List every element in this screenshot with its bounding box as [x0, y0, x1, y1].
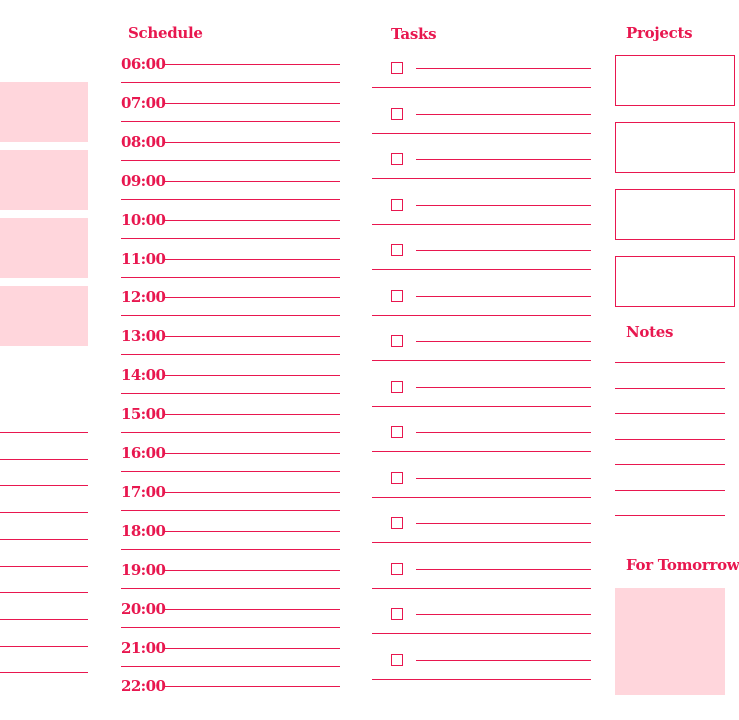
schedule-divider: [121, 238, 340, 239]
schedule-time: 17:00: [121, 482, 166, 501]
task-line[interactable]: [416, 250, 591, 251]
task-line[interactable]: [416, 114, 591, 115]
schedule-title: Schedule: [128, 24, 203, 42]
task-divider: [372, 87, 591, 88]
schedule-slot-line[interactable]: [164, 570, 340, 571]
task-divider: [372, 679, 591, 680]
schedule-time: 22:00: [121, 677, 166, 696]
task-line[interactable]: [416, 159, 591, 160]
schedule-divider: [121, 666, 340, 667]
project-box[interactable]: [615, 122, 735, 173]
schedule-divider: [121, 160, 340, 161]
task-checkbox[interactable]: [391, 654, 403, 666]
schedule-slot-line[interactable]: [164, 492, 340, 493]
task-divider: [372, 133, 591, 134]
task-divider: [372, 360, 591, 361]
task-divider: [372, 269, 591, 270]
schedule-divider: [121, 471, 340, 472]
task-divider: [372, 542, 591, 543]
task-divider: [372, 588, 591, 589]
task-checkbox[interactable]: [391, 153, 403, 165]
task-divider: [372, 497, 591, 498]
schedule-slot-line[interactable]: [164, 375, 340, 376]
schedule-slot-line[interactable]: [164, 531, 340, 532]
schedule-time: 06:00: [121, 55, 166, 73]
task-checkbox[interactable]: [391, 472, 403, 484]
schedule-slot-line[interactable]: [164, 297, 340, 298]
left-box: [0, 82, 88, 142]
left-line: [0, 566, 88, 567]
schedule-slot-line[interactable]: [164, 686, 340, 687]
task-line[interactable]: [416, 569, 591, 570]
notes-line[interactable]: [615, 439, 725, 440]
notes-line[interactable]: [615, 413, 725, 414]
notes-line[interactable]: [615, 490, 725, 491]
schedule-time: 09:00: [121, 171, 166, 190]
schedule-divider: [121, 354, 340, 355]
task-line[interactable]: [416, 296, 591, 297]
schedule-divider: [121, 588, 340, 589]
task-checkbox[interactable]: [391, 290, 403, 302]
task-line[interactable]: [416, 387, 591, 388]
schedule-slot-line[interactable]: [164, 414, 340, 415]
tomorrow-box[interactable]: [615, 588, 725, 695]
task-checkbox[interactable]: [391, 62, 403, 74]
left-line: [0, 619, 88, 620]
schedule-divider: [121, 315, 340, 316]
schedule-slot-line[interactable]: [164, 609, 340, 610]
schedule-slot-line[interactable]: [164, 220, 340, 221]
schedule-divider: [121, 627, 340, 628]
schedule-slot-line[interactable]: [164, 259, 340, 260]
schedule-time: 20:00: [121, 599, 166, 618]
project-box[interactable]: [615, 189, 735, 240]
left-line: [0, 485, 88, 486]
schedule-divider: [121, 432, 340, 433]
task-checkbox[interactable]: [391, 608, 403, 620]
task-line[interactable]: [416, 660, 591, 661]
left-line: [0, 592, 88, 593]
left-line: [0, 512, 88, 513]
schedule-slot-line[interactable]: [164, 336, 340, 337]
tomorrow-title: For Tomorrow: [626, 556, 739, 574]
task-checkbox[interactable]: [391, 517, 403, 529]
projects-title: Projects: [626, 24, 693, 42]
task-line[interactable]: [416, 523, 591, 524]
project-box[interactable]: [615, 256, 735, 307]
task-checkbox[interactable]: [391, 335, 403, 347]
notes-title: Notes: [626, 323, 674, 341]
schedule-time: 13:00: [121, 327, 166, 346]
left-line: [0, 672, 88, 673]
notes-line[interactable]: [615, 515, 725, 516]
task-line[interactable]: [416, 614, 591, 615]
schedule-divider: [121, 82, 340, 83]
schedule-time: 15:00: [121, 405, 166, 424]
task-divider: [372, 178, 591, 179]
schedule-time: 10:00: [121, 210, 166, 229]
task-divider: [372, 315, 591, 316]
notes-line[interactable]: [615, 362, 725, 363]
schedule-slot-line[interactable]: [164, 181, 340, 182]
schedule-time: 08:00: [121, 132, 166, 151]
schedule-divider: [121, 549, 340, 550]
schedule-divider: [121, 121, 340, 122]
task-checkbox[interactable]: [391, 244, 403, 256]
left-line: [0, 432, 88, 433]
notes-line[interactable]: [615, 388, 725, 389]
schedule-divider: [121, 277, 340, 278]
schedule-time: 18:00: [121, 521, 166, 540]
schedule-slot-line[interactable]: [164, 103, 340, 104]
schedule-divider: [121, 199, 340, 200]
schedule-slot-line[interactable]: [164, 648, 340, 649]
task-checkbox[interactable]: [391, 199, 403, 211]
task-checkbox[interactable]: [391, 381, 403, 393]
task-checkbox[interactable]: [391, 108, 403, 120]
task-divider: [372, 406, 591, 407]
task-line[interactable]: [416, 68, 591, 69]
schedule-time: 16:00: [121, 444, 166, 462]
task-divider: [372, 451, 591, 452]
left-line: [0, 459, 88, 460]
schedule-slot-line[interactable]: [164, 142, 340, 143]
schedule-time: 21:00: [121, 638, 166, 657]
left-box: [0, 150, 88, 210]
schedule-slot-line[interactable]: [164, 64, 340, 65]
schedule-time: 07:00: [121, 93, 166, 112]
schedule-divider: [121, 510, 340, 511]
task-checkbox[interactable]: [391, 563, 403, 575]
task-line[interactable]: [416, 205, 591, 206]
notes-line[interactable]: [615, 464, 725, 465]
left-line: [0, 539, 88, 540]
schedule-time: 19:00: [121, 560, 166, 579]
tasks-title: Tasks: [391, 25, 437, 43]
task-line[interactable]: [416, 341, 591, 342]
task-line[interactable]: [416, 478, 591, 479]
left-box: [0, 218, 88, 278]
schedule-slot-line[interactable]: [164, 453, 340, 454]
left-line: [0, 646, 88, 647]
task-divider: [372, 633, 591, 634]
schedule-time: 11:00: [121, 249, 166, 268]
schedule-time: 12:00: [121, 288, 166, 307]
schedule-time: 14:00: [121, 366, 166, 385]
task-divider: [372, 224, 591, 225]
task-checkbox[interactable]: [391, 426, 403, 438]
project-box[interactable]: [615, 55, 735, 106]
schedule-divider: [121, 393, 340, 394]
left-box: [0, 286, 88, 346]
task-line[interactable]: [416, 432, 591, 433]
